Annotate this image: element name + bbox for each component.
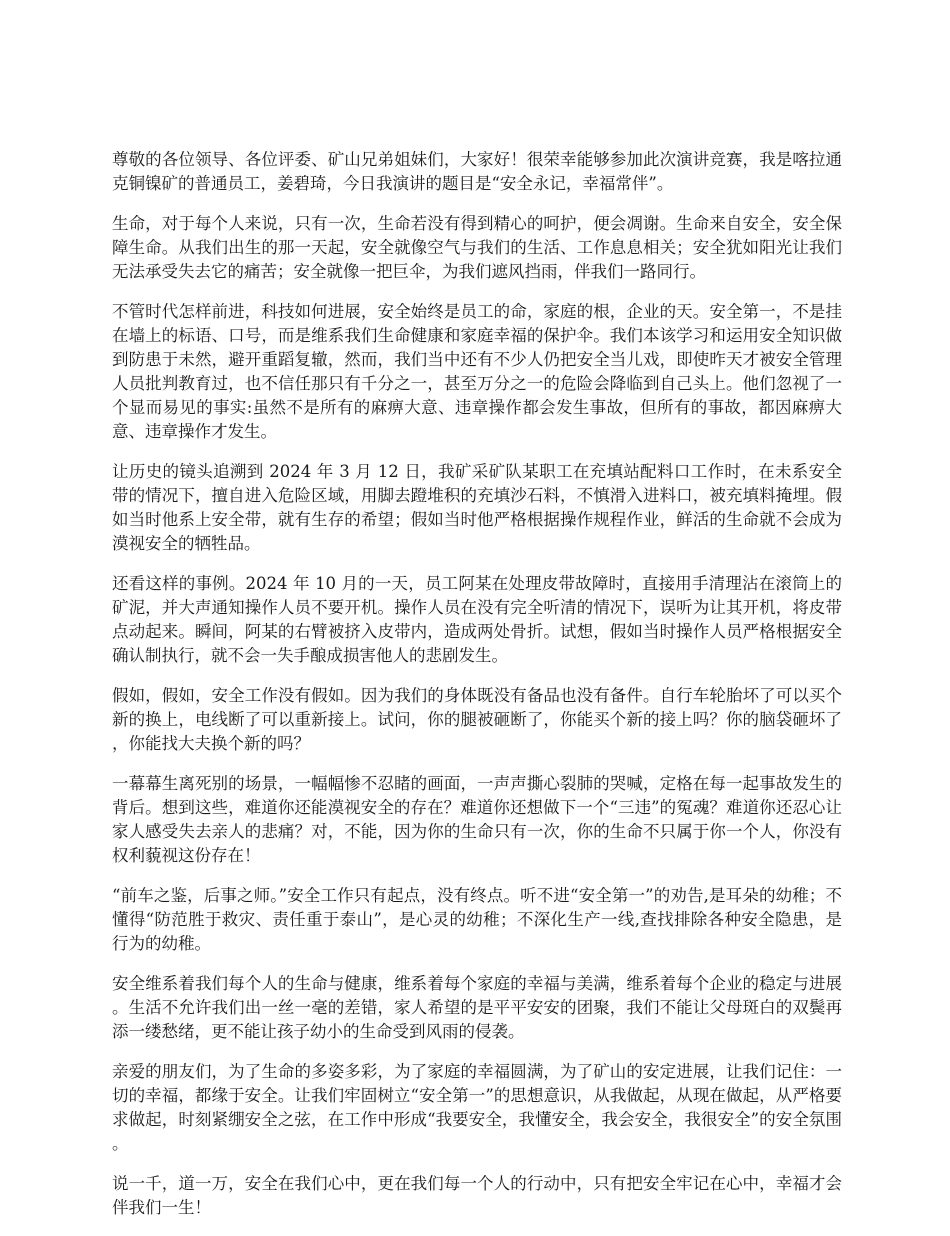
- paragraph-10: 亲爱的朋友们，为了生命的多姿多彩，为了家庭的幸福圆满，为了矿山的安定进展，让我们记住：一切的幸福，都缘于安全。让我们牢固树立“安全第一”的思想意识，从我做起，从现在做起，从严格要求做起，时刻紧绷安全之弦，在工作中形成“我要安全，我懂安全，我会安全，我很安全”的安全氛围。: [112, 1062, 842, 1153]
- paragraph-9: 安全维系着我们每个人的生命与健康，维系着每个家庭的幸福与美满，维系着每个企业的稳定与进展。生活不允许我们出一丝一毫的差错，家人希望的是平平安安的团聚，我们不能让父母斑白的双鬓再添一缕愁绪，更不能让孩子幼小的生命受到风雨的侵袭。: [112, 974, 842, 1041]
- paragraph-5: 还看这样的事例。2024 年 10 月的一天，员工阿某在处理皮带故障时，直接用手清理沾在滚筒上的矿泥，并大声通知操作人员不要开机。操作人员在没有完全听清的情况下，误听为让其开机，将皮带点动起来。瞬间，阿某的右臂被挤入皮带内，造成两处骨折。试想，假如当时操作人员严格根据安全确认制执行，就不会一失手酿成损害他人的悲剧发生。: [112, 574, 842, 665]
- paragraph-4: 让历史的镜头追溯到 2024 年 3 月 12 日，我矿采矿队某职工在充填站配料口工作时，在未系安全带的情况下，擅自进入危险区域，用脚去蹬堆积的充填沙石料，不慎滑入进料口，被充填料掩埋。假如当时他系上安全带，就有生存的希望；假如当时他严格根据操作规程作业，鲜活的生命就不会成为漠视安全的牺牲品。: [112, 462, 842, 553]
- paragraph-7: 一幕幕生离死别的场景，一幅幅惨不忍睹的画面，一声声撕心裂肺的哭喊，定格在每一起事故发生的背后。想到这些，难道你还能漠视安全的存在？难道你还想做下一个“三违”的冤魂？难道你还忍心让家人感受失去亲人的悲痛？对，不能，因为你的生命只有一次，你的生命不只属于你一个人，你没有权利藐视这份存在！: [112, 774, 842, 865]
- paragraph-11: 说一千，道一万，安全在我们心中，更在我们每一个人的行动中，只有把安全牢记在心中，幸福才会伴我们一生！: [112, 1174, 842, 1217]
- paragraph-8: “前车之鉴，后事之师。”安全工作只有起点，没有终点。听不进“安全第一”的劝告,是耳朵的幼稚；不懂得“防范胜于救灾、责任重于泰山”，是心灵的幼稚；不深化生产一线,查找排除各种安全隐患，是行为的幼稚。: [112, 886, 842, 953]
- paragraph-3: 不管时代怎样前进，科技如何进展，安全始终是员工的命，家庭的根，企业的天。安全第一，不是挂在墙上的标语、口号，而是维系我们生命健康和家庭幸福的保护伞。我们本该学习和运用安全知识做到防患于未然，避开重蹈复辙，然而，我们当中还有不少人仍把安全当儿戏，即使昨天才被安全管理人员批判教育过，也不信任那只有千分之一，甚至万分之一的危险会降临到自己头上。他们忽视了一个显而易见的事实:虽然不是所有的麻痹大意、违章操作都会发生事故，但所有的事故，都因麻痹大意、违章操作才发生。: [112, 302, 842, 441]
- speech-body: [112, 148, 842, 1236]
- paragraph-1: 尊敬的各位领导、各位评委、矿山兄弟姐妹们，大家好！很荣幸能够参加此次演讲竞赛，我是喀拉通克铜镍矿的普通员工，姜碧琦，今日我演讲的题目是“安全永记，幸福常伴”。: [112, 150, 842, 193]
- paragraph-2: 生命，对于每个人来说，只有一次，生命若没有得到精心的呵护，便会凋谢。生命来自安全，安全保障生命。从我们出生的那一天起，安全就像空气与我们的生活、工作息息相关；安全犹如阳光让我们无法承受失去它的痛苦；安全就像一把巨伞，为我们遮风挡雨，伴我们一路同行。: [112, 214, 842, 281]
- paragraph-6: 假如，假如，安全工作没有假如。因为我们的身体既没有备品也没有备件。自行车轮胎坏了可以买个新的换上，电线断了可以重新接上。试问，你的腿被砸断了，你能买个新的接上吗？你的脑袋砸坏了，你能找大夫换个新的吗？: [112, 686, 842, 753]
